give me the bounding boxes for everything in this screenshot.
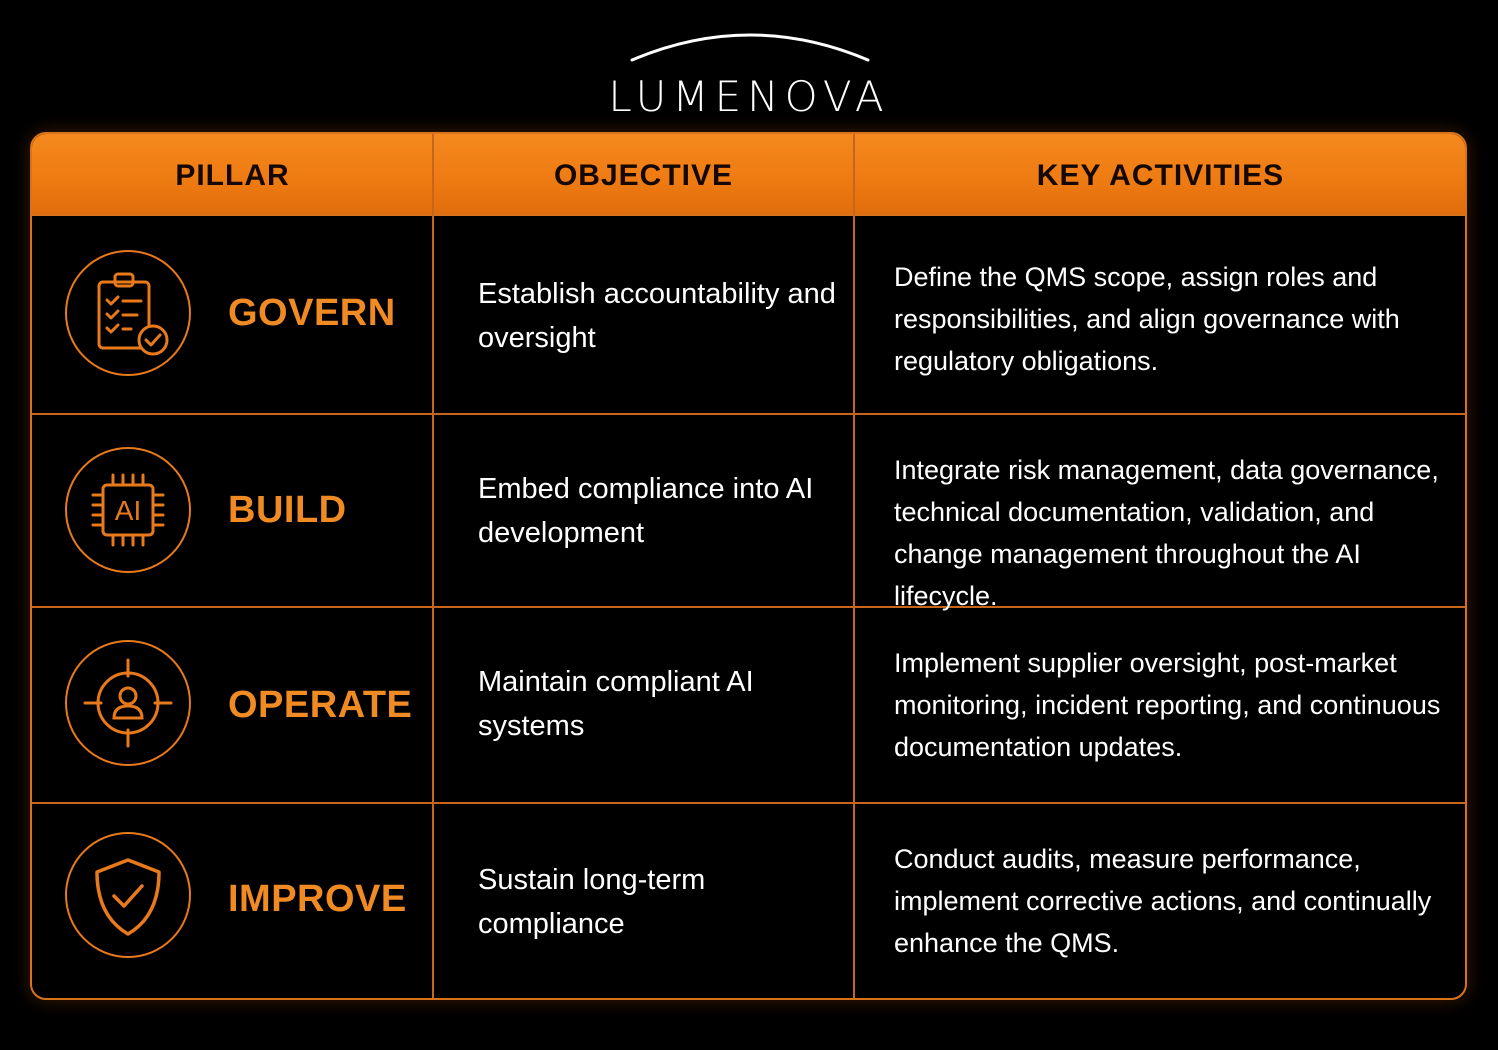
shield-check-icon — [67, 834, 189, 956]
activities-text: Integrate risk management, data governance, technical documentation, validation, and change management throughout the AI lifecycle. — [894, 455, 1439, 611]
column-divider — [432, 134, 434, 998]
activities-text: Define the QMS scope, assign roles and responsibilities, and align governance with regulatory obligations. — [894, 262, 1400, 376]
objective-text: Sustain long-term compliance — [478, 864, 706, 940]
objective-text: Maintain compliant AI systems — [478, 666, 754, 742]
table-row-improve — [32, 804, 1465, 1000]
target-user-icon — [67, 642, 189, 764]
ai-chip-label: AI — [114, 495, 142, 526]
header-key-activities: KEY ACTIVITIES — [1036, 159, 1285, 192]
pillar-name: GOVERN — [228, 292, 396, 334]
pillars-table — [30, 132, 1467, 1000]
operate-icon-ring — [65, 640, 191, 766]
govern-icon-ring — [65, 250, 191, 376]
table-row-build — [32, 415, 1465, 611]
ai-chip-icon — [67, 449, 189, 571]
activities-text: Conduct audits, measure performance, implement corrective actions, and continually enhance the QMS. — [894, 844, 1432, 958]
pillar-name: OPERATE — [228, 684, 413, 726]
brand-logo — [0, 20, 1498, 120]
header-objective: OBJECTIVE — [553, 159, 734, 192]
build-icon-ring — [65, 447, 191, 573]
table-row-operate — [32, 608, 1465, 804]
objective-text: Embed compliance into AI development — [478, 473, 814, 549]
header-pillar: PILLAR — [175, 159, 290, 192]
clipboard-check-icon — [67, 252, 189, 374]
table-header — [32, 134, 1465, 216]
table-row-govern — [32, 216, 1465, 415]
activities-text: Implement supplier oversight, post-market monitoring, incident reporting, and continuous documentation updates. — [894, 648, 1441, 762]
logo-arc-icon — [630, 24, 870, 64]
logo-text: LUMENOVA — [608, 72, 890, 121]
improve-icon-ring — [65, 832, 191, 958]
objective-text: Establish accountability and oversight — [478, 278, 836, 354]
pillar-name: IMPROVE — [228, 878, 407, 920]
pillar-name: BUILD — [228, 489, 347, 531]
column-divider — [853, 134, 855, 998]
